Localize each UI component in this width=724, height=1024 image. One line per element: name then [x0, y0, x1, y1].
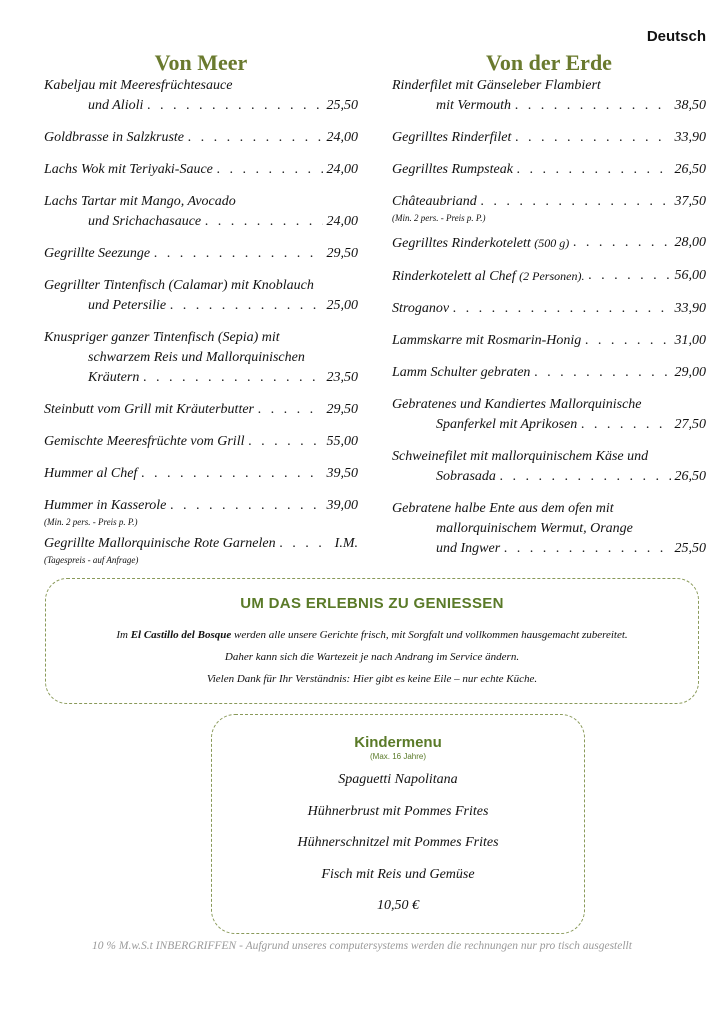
- item-price: 39,50: [326, 466, 358, 481]
- kids-menu-box: [211, 714, 585, 934]
- item-price: 29,50: [326, 246, 358, 261]
- item-name: Hummer in Kasserole: [44, 498, 167, 513]
- menu-item: [44, 534, 358, 566]
- item-price: 24,00: [326, 162, 358, 177]
- item-name: Lachs Wok mit Teriyaki-Sauce: [44, 162, 213, 177]
- info-paragraph: Im El Castillo del Bosque werden alle unsere Gerichte frisch, mit Sorgfalt und vollkommen hausgemacht zubereitet.: [116, 629, 628, 641]
- item-price: 24,00: [326, 214, 358, 229]
- kids-menu-item: Spaguetti Napolitana: [338, 772, 458, 787]
- item-price: 26,50: [674, 469, 706, 484]
- item-name: Spanferkel mit Aprikosen: [436, 417, 578, 432]
- item-name: mit Vermouth: [436, 98, 512, 113]
- footer-note: 10 % M.w.S.t INBERGRIFFEN - Aufgrund unseres computersystems werden die rechnungen nur pro tisch ausgestellt: [92, 940, 632, 952]
- item-price: 25,50: [674, 541, 706, 556]
- info-paragraph: Daher kann sich die Wartezeit je nach Andrang im Service ändern.: [224, 651, 520, 663]
- menu-item: [392, 192, 706, 224]
- item-name: Hummer al Chef: [44, 466, 138, 481]
- item-name: Gebratene halbe Ente aus dem ofen mit: [392, 501, 614, 516]
- menu-item: [44, 464, 358, 484]
- menu-item: [44, 244, 358, 264]
- item-name: und Srichachasauce: [88, 214, 202, 229]
- item-name: Gegrillter Tintenfisch (Calamar) mit Knoblauch: [44, 278, 314, 293]
- menu-item: [44, 160, 358, 180]
- info-paragraph: Vielen Dank für Ihr Verständnis: Hier gibt es keine Eile – nur echte Küche.: [206, 673, 538, 685]
- item-name: Gegrilltes Rinderkotelett (500 g): [392, 236, 570, 251]
- item-name: und Petersilie: [88, 298, 167, 313]
- item-price: 56,00: [674, 268, 706, 283]
- item-price: 29,50: [326, 402, 358, 417]
- item-name: und Ingwer: [436, 541, 501, 556]
- item-price: 24,00: [326, 130, 358, 145]
- item-price: 37,50: [674, 194, 706, 209]
- item-price: 27,50: [674, 417, 706, 432]
- item-name: Lachs Tartar mit Mango, Avocado: [44, 194, 236, 209]
- item-name: Kabeljau mit Meeresfrüchtesauce: [44, 78, 233, 93]
- item-price: 33,90: [674, 130, 706, 145]
- item-name: Stroganov: [392, 301, 450, 316]
- item-price: 33,90: [674, 301, 706, 316]
- item-name: Gegrillte Mallorquinische Rote Garnelen: [44, 536, 276, 551]
- item-note: (Tagespreis - auf Anfrage): [44, 555, 139, 565]
- kids-menu-price: 10,50 €: [377, 898, 419, 913]
- item-name: Gemischte Meeresfrüchte vom Grill: [44, 434, 245, 449]
- kids-menu-item: Fisch mit Reis und Gemüse: [321, 866, 475, 882]
- menu-item: [44, 328, 358, 388]
- menu-item: [392, 299, 706, 319]
- item-name: Schweinefilet mit mallorquinischem Käse und: [392, 449, 649, 464]
- item-price: 31,00: [674, 333, 706, 348]
- menu-item: [392, 233, 706, 254]
- menu-item: [392, 447, 706, 487]
- land-section-title: Von der Erde: [486, 50, 612, 75]
- item-price: 28,00: [674, 235, 706, 250]
- item-name: Lammskarre mit Rosmarin-Honig: [392, 333, 582, 348]
- language-label: Deutsch: [646, 28, 706, 45]
- item-name: Gegrilltes Rumpsteak: [392, 162, 513, 177]
- item-name: Châteaubriand: [392, 194, 477, 209]
- sea-section-title: Von Meer: [154, 50, 248, 75]
- menu-item: [392, 395, 706, 435]
- menu-item: [392, 363, 706, 383]
- item-name: Gegrillte Seezunge: [44, 246, 151, 261]
- item-name: Gebratenes und Kandiertes Mallorquinische: [392, 397, 642, 412]
- menu-item: [392, 128, 706, 148]
- menu-item: [392, 76, 706, 116]
- info-heading: UM DAS ERLEBNIS ZU GENIESSEN: [240, 595, 504, 612]
- item-price: I.M.: [334, 536, 358, 551]
- menu-item: [44, 496, 358, 528]
- item-price: 25,50: [326, 98, 358, 113]
- item-price: 29,00: [674, 365, 706, 380]
- item-name: Sobrasada: [436, 469, 496, 484]
- item-name: Kräutern: [88, 370, 140, 385]
- menu-item: [44, 276, 358, 316]
- menu-item: [44, 76, 358, 116]
- item-price: 55,00: [326, 434, 358, 449]
- item-note: (Min. 2 pers. - Preis p. P.): [44, 517, 138, 527]
- item-price: 23,50: [326, 370, 358, 385]
- menu-item: [44, 128, 358, 148]
- item-name: Steinbutt vom Grill mit Kräuterbutter: [44, 402, 254, 417]
- sea-dishes-column: [44, 52, 358, 566]
- kids-menu-title: Kindermenu: [354, 734, 442, 751]
- item-note: (Min. 2 pers. - Preis p. P.): [392, 213, 486, 223]
- item-name: und Alioli: [88, 98, 144, 113]
- menu-item: [44, 192, 358, 232]
- kids-menu-subtitle: (Max. 16 Jahre): [369, 752, 427, 761]
- kids-menu-item: Hühnerbrust mit Pommes Frites: [307, 803, 489, 819]
- kids-menu-item: Hühnerschnitzel mit Pommes Frites: [297, 835, 499, 850]
- item-name: Rinderkotelett al Chef (2 Personen).: [392, 269, 585, 284]
- item-name: Gegrilltes Rinderfilet: [392, 130, 512, 145]
- restaurant-name: El Castillo del Bosque: [130, 629, 232, 641]
- item-price: 26,50: [674, 162, 706, 177]
- land-dishes-column: [392, 52, 706, 559]
- item-price: 39,00: [326, 498, 358, 513]
- menu-item: [392, 499, 706, 559]
- item-name: Goldbrasse in Salzkruste: [44, 130, 184, 145]
- item-name: Knuspriger ganzer Tintenfisch (Sepia) mit: [44, 330, 280, 345]
- menu-item: [44, 400, 358, 420]
- info-box: [45, 578, 699, 704]
- menu-item: [44, 432, 358, 452]
- item-price: 38,50: [674, 98, 706, 113]
- item-name: Rinderfilet mit Gänseleber Flambiert: [392, 78, 601, 93]
- item-name: mallorquinischem Wermut, Orange: [436, 521, 633, 536]
- item-name: Lamm Schulter gebraten: [392, 365, 531, 380]
- item-price: 25,00: [326, 298, 358, 313]
- menu-item: [392, 266, 706, 287]
- item-name: schwarzem Reis und Mallorquinischen: [88, 350, 305, 365]
- menu-item: [392, 160, 706, 180]
- menu-item: [392, 331, 706, 351]
